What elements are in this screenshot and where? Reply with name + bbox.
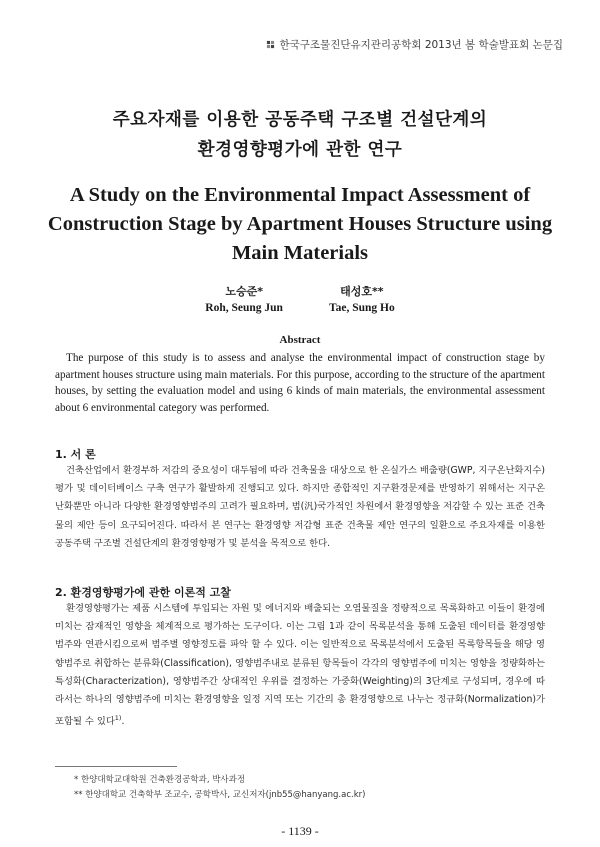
english-title [40,181,560,268]
author-1-name-kr: 노승준* [225,285,263,298]
korean-title-line-2: 환경영향평가에 관한 연구 [197,140,403,160]
section-2-text: 환경영향평가는 제품 시스템에 투입되는 자원 및 에너지와 배출되는 오염물질을 정량적으로 목록화하고 이들이 환경에 미치는 잠재적인 영향을 체계적으로 평가하는 도구이다. 이는 그림 1과 같이 목록분석을 통해 도출된 데이터를 환경영향범주와 연관시킴으로써 범주별 영향정도를 파악 할 수 있다. 이는 일반적으로 목록분석에서 도출된 목록항목들을 해당 영향범주로 취합하는 분류화(Classification), 영향범주내로 분류된 항목들이 각각의 영향범주에 미치는 영향을 정량화하는 특성화(Characterization), 영향범주간 상대적인 우위를 결정하는 가중화(Weighting)의 3단계로 구성되며, 경우에 따라서는 하나의 영향범주에 미치는 환경영향을 일정 지역 또는 기간의 총 환경영향으로 나누는 정규화(Normalization)가 포함될 수 있다 [55,603,545,728]
section-2-heading: 2. 환경영향평가에 관한 이론적 고찰 [55,586,231,599]
korean-title [40,105,560,165]
section-2-text-end: . [121,716,125,728]
author-2-name-kr: 태성호** [340,285,384,298]
abstract-body: The purpose of this study is to assess and analyse the environmental impact of construction stage by apartment houses structure using main materials. For this purpose, according to the structure of the apartment houses, by setting the evaluation model and using 6 kinds of main materials, the environmental assessment about 6 environmental category was performed. [55,352,545,414]
korean-title-line-1: 주요자재를 이용한 공동주택 구조별 건설단계의 [112,110,488,130]
author-2 [329,283,395,316]
abstract-heading: Abstract [279,334,321,346]
section-1-paragraph: 건축산업에서 환경부하 저감의 중요성이 대두됨에 따라 건축물을 대상으로 한 온실가스 배출량(GWP, 지구온난화지수) 평가 및 데이터베이스 구축 연구가 활발하게 진행되고 있다. 하지만 종합적인 지구환경문제를 반영하기 위해서는 지구온난화뿐만 아니라 다양한 환경영향범주의 고려가 필요하며, 범(汎)국가적인 차원에서 환경영향을 저감할 수 있는 표준 건축물의 제안 등이 요구되어진다. 따라서 본 연구는 환경영향 저감형 표준 건축물 제안 연구의 일환으로 주요자재를 이용한 공동주택 구조별 건설단계의 환경영향평가 및 분석을 목적으로 한다. [55,465,545,549]
running-head-text: 한국구조물진단유지관리공학회 2013년 봄 학술발표회 논문집 [279,39,563,51]
page-number: - 1139 - [281,824,319,838]
english-title-line-1: A Study on the Environmental Impact Assessment of [69,184,531,206]
english-title-line-3: Main Materials [231,242,369,264]
section-1-heading: 1. 서 론 [55,448,96,461]
running-head [266,37,563,52]
english-title-line-2: Construction Stage by Apartment Houses Structure using [47,213,553,235]
author-2-name-en: Tae, Sung Ho [328,302,395,314]
footnotes [74,773,365,803]
section-2-paragraph [55,600,545,732]
footnote-reference: 1) [114,714,122,723]
footnote-1: * 한양대학교대학원 건축환경공학과, 박사과정 [74,775,246,785]
footnote-2: ** 한양대학교 건축학부 조교수, 공학박사, 교신저자(jnb55@hanyang.ac.kr) [74,790,366,800]
author-list [0,283,600,316]
author-1-name-en: Roh, Seung Jun [205,302,283,314]
diamond-bullet-icon [266,40,275,49]
author-1 [205,283,283,316]
footnote-divider [55,766,177,767]
